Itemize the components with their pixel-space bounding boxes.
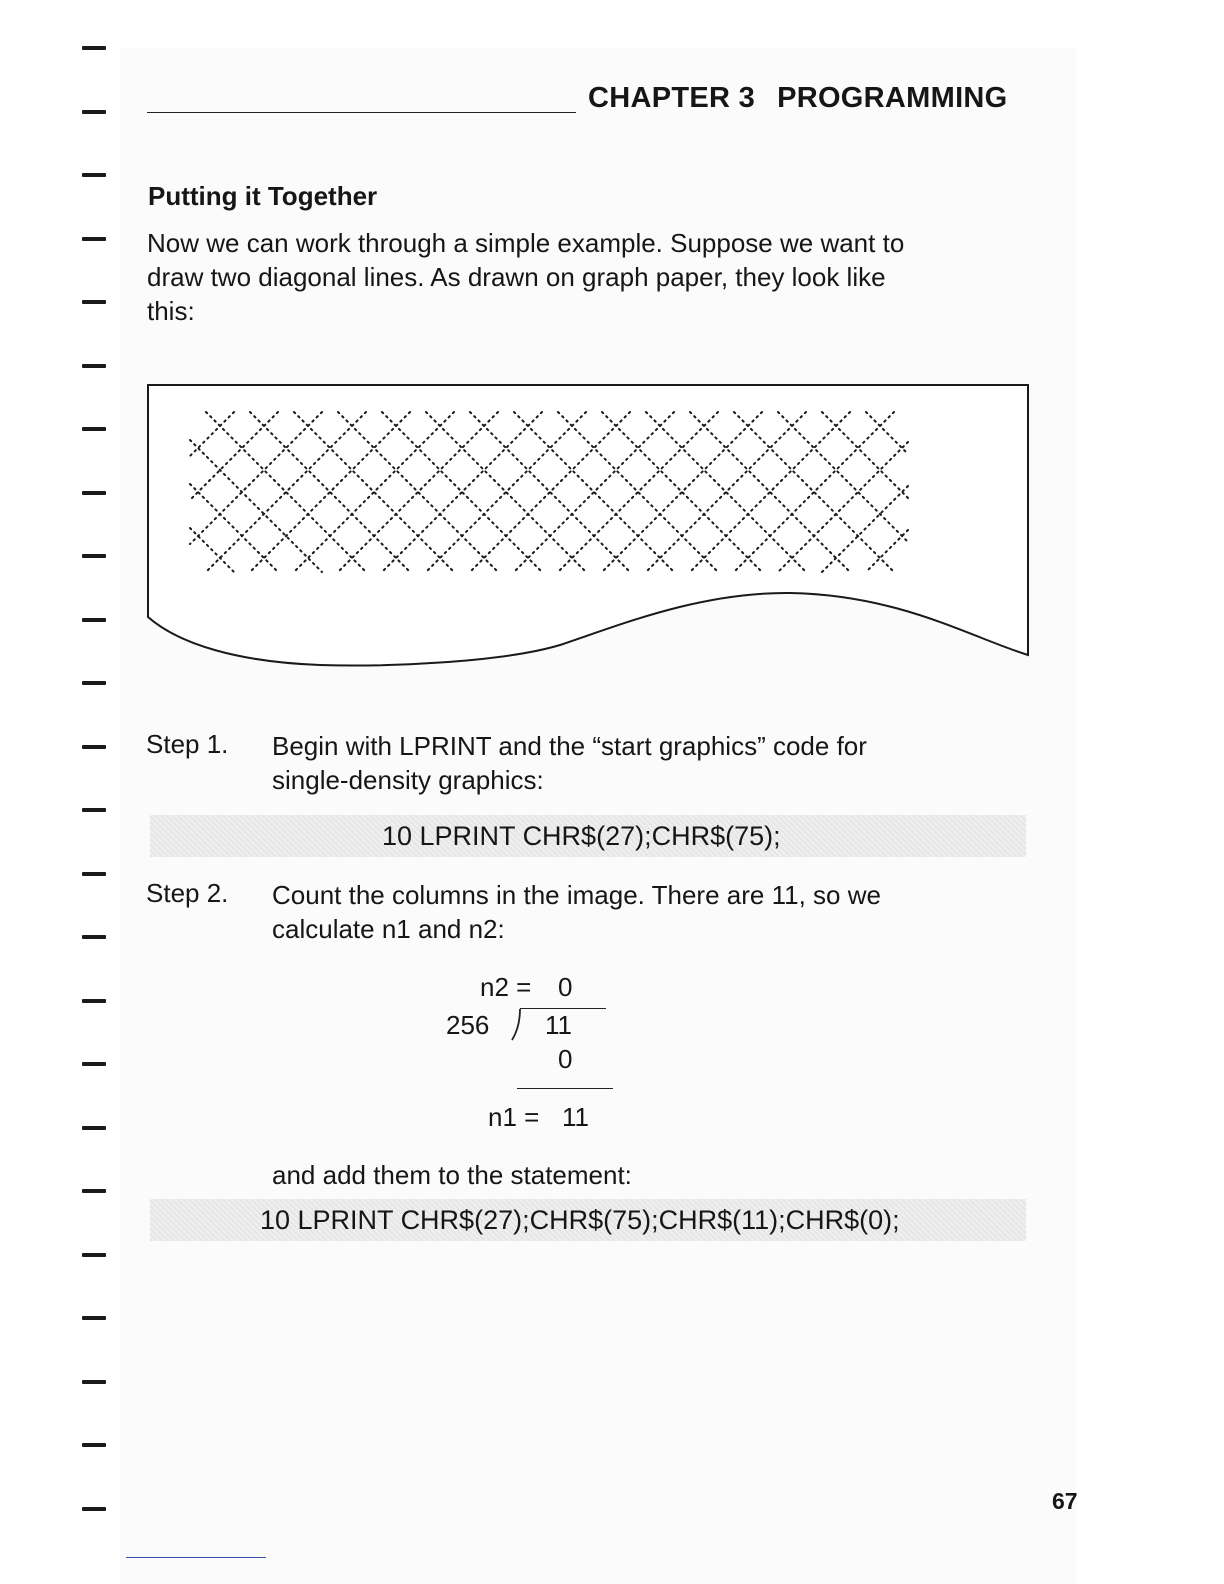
n2-label: n2 = <box>480 972 532 1002</box>
binding-mark <box>82 1443 106 1447</box>
chapter-heading <box>588 82 1008 115</box>
binding-mark <box>82 1380 106 1384</box>
binding-mark <box>82 110 106 114</box>
bottom-edge-line <box>126 1557 266 1558</box>
step-1-line: Begin with LPRINT and the “start graphics” code for <box>272 731 867 761</box>
header-rule <box>147 112 576 113</box>
binding-mark <box>82 935 106 939</box>
step-1-line: single-density graphics: <box>272 765 544 795</box>
binding-mark <box>82 1253 106 1257</box>
binding-mark <box>82 364 106 368</box>
chapter-number: CHAPTER 3 <box>588 82 756 114</box>
paper-outline <box>148 385 1028 665</box>
divisor: 256 <box>446 1010 490 1040</box>
step-2-line: calculate n1 and n2: <box>272 914 505 944</box>
binding-mark <box>82 1507 106 1511</box>
difference-rule <box>517 1088 613 1089</box>
binding-mark <box>82 872 106 876</box>
page-number: 67 <box>1052 1488 1078 1514</box>
section-title: Putting it Together <box>148 181 378 211</box>
step-2-after-text: and add them to the statement: <box>272 1160 632 1190</box>
binding-mark <box>82 618 106 622</box>
intro-line: Now we can work through a simple example. Suppose we want to <box>147 228 905 258</box>
binding-mark <box>82 681 106 685</box>
intro-line: draw two diagonal lines. As drawn on graph paper, they look like <box>147 262 886 292</box>
binding-mark <box>82 46 106 50</box>
binding-mark <box>82 173 106 177</box>
chapter-title: PROGRAMMING <box>777 82 1008 114</box>
step-1-text <box>272 729 1012 797</box>
binding-mark <box>82 237 106 241</box>
binding-mark <box>82 1062 106 1066</box>
n1-value: 11 <box>562 1102 589 1132</box>
step-1-label: Step 1. <box>146 729 229 759</box>
code-line-1: 10 LPRINT CHR$(27);CHR$(75); <box>382 821 781 851</box>
n1-label: n1 = <box>488 1102 540 1132</box>
subtrahend: 0 <box>558 1044 573 1074</box>
binding-mark <box>82 300 106 304</box>
binding-mark <box>82 745 106 749</box>
binding-mark <box>82 491 106 495</box>
n2-value: 0 <box>558 972 573 1002</box>
intro-paragraph <box>147 226 1017 328</box>
binding-mark <box>82 1189 106 1193</box>
binding-mark <box>82 427 106 431</box>
graph-paper-figure <box>140 375 1040 675</box>
step-2-text <box>272 878 1012 946</box>
binding-mark <box>82 999 106 1003</box>
binding-mark <box>82 1126 106 1130</box>
binding-mark <box>82 808 106 812</box>
code-block-1 <box>150 815 1026 857</box>
quotient-rule <box>520 1008 606 1009</box>
code-line-2: 10 LPRINT CHR$(27);CHR$(75);CHR$(11);CHR$(0); <box>260 1205 900 1235</box>
step-2-label: Step 2. <box>146 878 229 908</box>
division-bracket <box>508 1008 522 1042</box>
binding-mark <box>82 1316 106 1320</box>
binding-mark <box>82 554 106 558</box>
step-2-line: Count the columns in the image. There are 11, so we <box>272 880 881 910</box>
dividend: 11 <box>545 1010 572 1040</box>
code-block-2 <box>150 1199 1026 1241</box>
intro-line: this: <box>147 296 195 326</box>
